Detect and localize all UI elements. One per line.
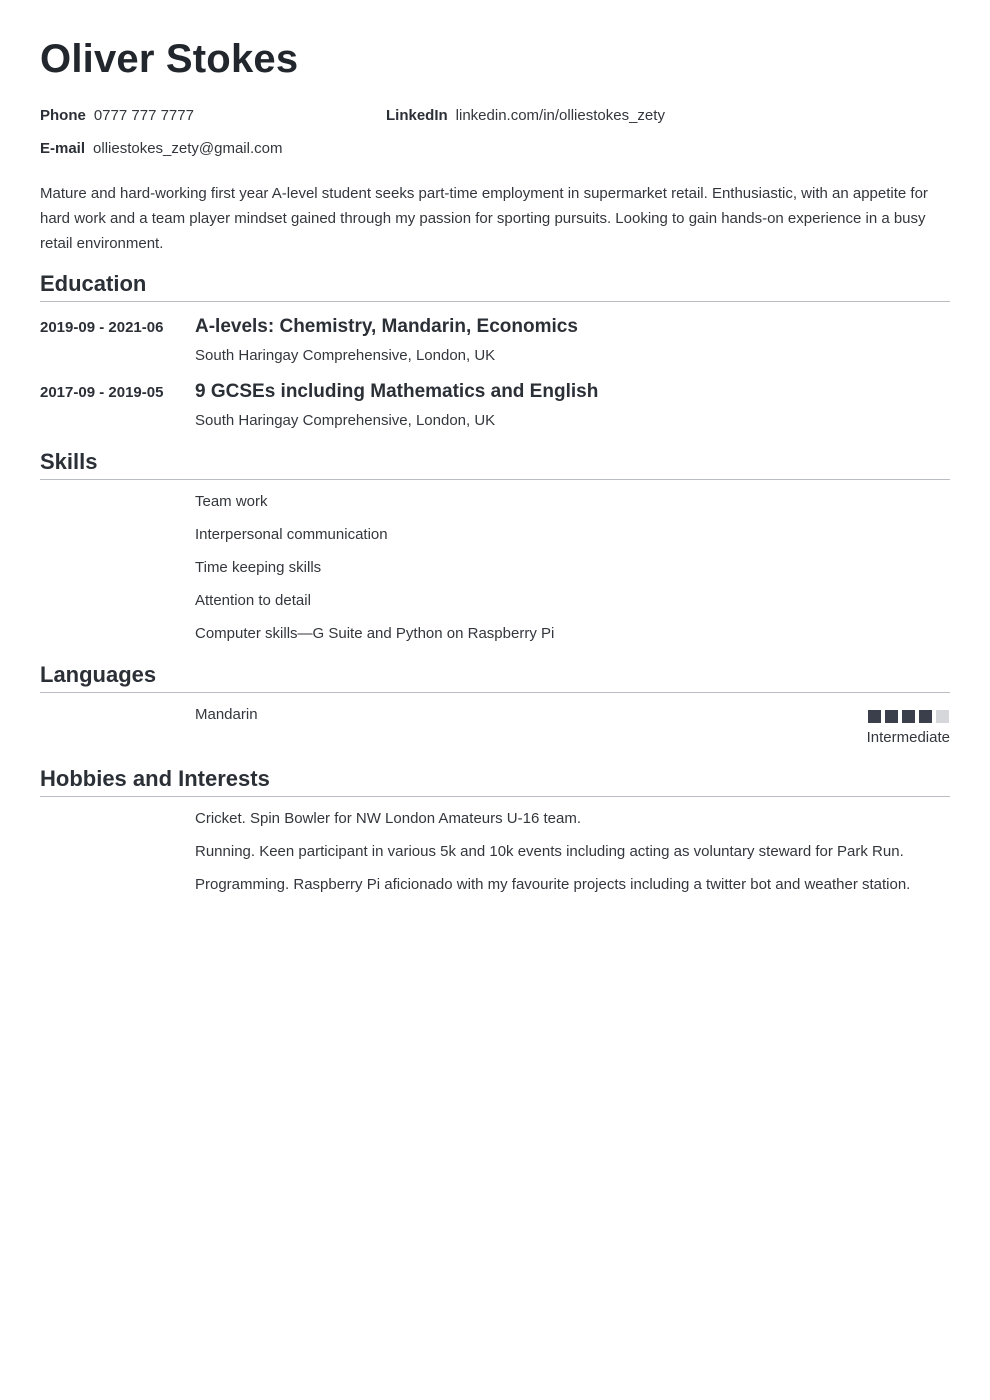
- contact-linkedin: [386, 106, 665, 126]
- skill-item: Interpersonal communication: [195, 526, 388, 543]
- email-value[interactable]: olliestokes_zety@gmail.com: [93, 140, 283, 157]
- rating-filled-square: [885, 710, 898, 723]
- rating-filled-square: [902, 710, 915, 723]
- education-degree: 9 GCSEs including Mathematics and English: [195, 381, 599, 402]
- phone-value: 0777 777 7777: [93, 107, 194, 124]
- profile-summary: Mature and hard-working first year A-level student seeks part-time employment in supermarket retail. Enthusiastic, with an appetite for hard work and a team player mindset gained through my passion for sporting pursuits. Looking to gain hands-on experience in a busy retail environment.: [40, 185, 928, 252]
- skills-heading: Skills: [40, 448, 950, 480]
- language-rating: [868, 710, 949, 723]
- education-dates: 2019-09 - 2021-06: [40, 319, 164, 336]
- hobbies-heading: Hobbies and Interests: [40, 765, 950, 797]
- linkedin-value[interactable]: linkedin.com/in/olliestokes_zety: [455, 107, 665, 124]
- contact-phone: [40, 106, 194, 126]
- rating-empty-square: [936, 710, 949, 723]
- email-label: E-mail: [40, 140, 86, 157]
- skill-item: Attention to detail: [195, 592, 311, 609]
- contact-email: [40, 139, 282, 159]
- hobby-item: Cricket. Spin Bowler for NW London Amateurs U-16 team.: [195, 810, 581, 827]
- education-heading: Education: [40, 270, 950, 302]
- skill-item: Computer skills—G Suite and Python on Raspberry Pi: [195, 625, 555, 642]
- education-school: South Haringay Comprehensive, London, UK: [195, 347, 496, 364]
- hobby-item: Programming. Raspberry Pi aficionado with my favourite projects including a twitter bot and weather station.: [195, 876, 911, 893]
- rating-filled-square: [919, 710, 932, 723]
- education-school: South Haringay Comprehensive, London, UK: [195, 412, 496, 429]
- education-degree: A-levels: Chemistry, Mandarin, Economics: [195, 316, 578, 337]
- linkedin-label: LinkedIn: [386, 107, 448, 124]
- rating-filled-square: [868, 710, 881, 723]
- education-dates: 2017-09 - 2019-05: [40, 384, 164, 401]
- languages-heading: Languages: [40, 661, 950, 693]
- candidate-name: Oliver Stokes: [40, 37, 299, 81]
- skill-item: Time keeping skills: [195, 559, 322, 576]
- language-name: Mandarin: [195, 706, 258, 723]
- language-level: Intermediate: [866, 729, 950, 746]
- skill-item: Team work: [195, 493, 268, 510]
- phone-label: Phone: [40, 107, 86, 124]
- hobby-item: Running. Keen participant in various 5k and 10k events including acting as voluntary steward for Park Run.: [195, 843, 904, 860]
